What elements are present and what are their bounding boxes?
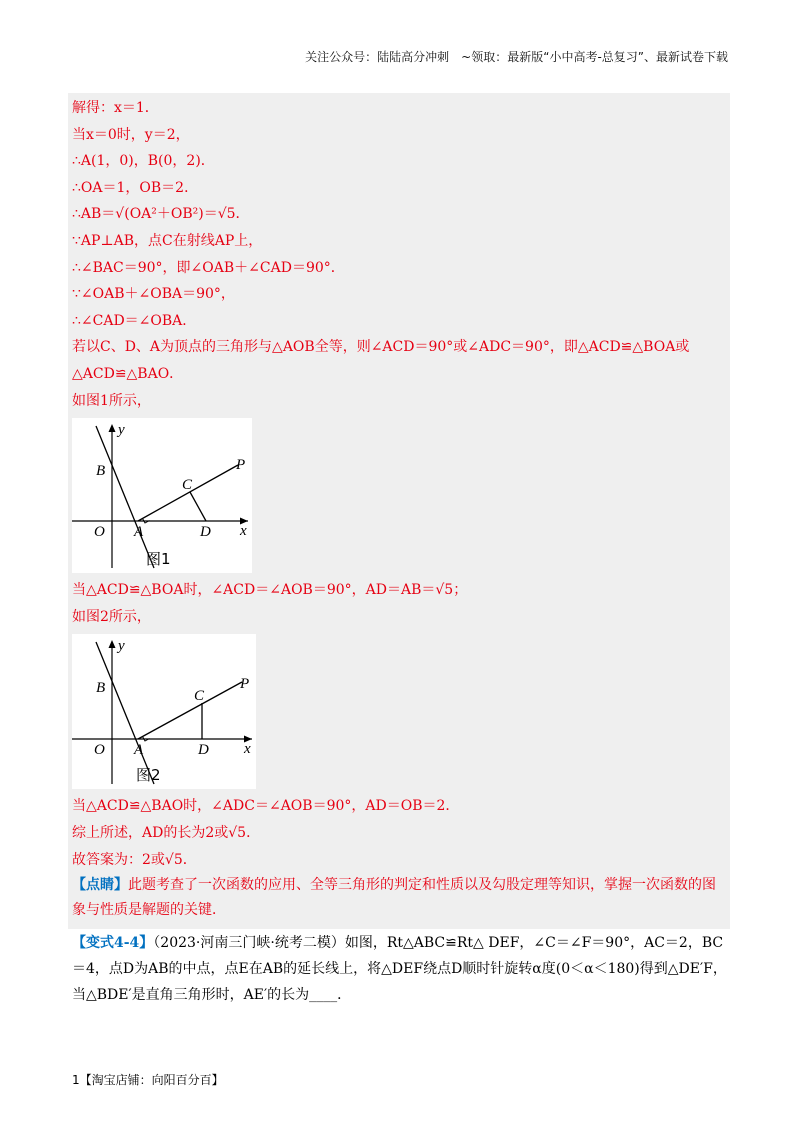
page-footer: 1【淘宝店铺：向阳百分百】 <box>72 1073 224 1087</box>
segment-cd <box>190 492 206 521</box>
label-d: D <box>198 742 209 759</box>
label-c: C <box>194 688 205 705</box>
solution-line: ∴∠BAC＝90°，即∠OAB＋∠CAD＝90°． <box>72 259 345 276</box>
label-p: P <box>240 676 250 693</box>
solution-line: ∵∠OAB＋∠OBA＝90°， <box>72 286 235 303</box>
label-x: x <box>240 523 247 540</box>
solution-line: ∴OA＝1，OB＝2． <box>72 179 199 196</box>
solution-line: ∴A(1，0)，B(0，2)． <box>72 153 215 170</box>
solution-line: △ACD≌△BAO． <box>72 365 184 382</box>
label-b: B <box>96 680 106 697</box>
label-a: A <box>134 742 144 759</box>
figure-2-diagram <box>72 634 256 789</box>
solution-line: 故答案为：2或√5． <box>72 851 197 868</box>
label-c: C <box>182 477 193 494</box>
page-header: 关注公众号：陆陆高分冲刺 ~领取：最新版“小中高考-总复习”、最新试卷下载 <box>305 50 728 64</box>
solution-line: 如图1所示， <box>72 392 151 409</box>
solution-line: ∴∠CAD＝∠OBA． <box>72 312 197 329</box>
label-p: P <box>236 457 246 474</box>
label-o: O <box>94 524 105 541</box>
solution-line: 解得：x＝1． <box>72 100 159 116</box>
label-x: x <box>244 741 251 758</box>
ray-ap <box>138 465 238 521</box>
line-ba <box>96 426 154 568</box>
label-d: D <box>200 524 211 541</box>
solution-line: 当x＝0时，y＝2， <box>72 126 190 143</box>
solution-line: 当△ACD≌△BAO时，∠ADC＝∠AOB＝90°，AD＝OB＝2． <box>72 798 460 815</box>
key-point-text: 此题考查了一次函数的应用、全等三角形的判定和性质以及勾股定理等知识，掌握一次函数的图象与性质是解题的关键． <box>72 877 716 919</box>
problem-text: （2023·河南三门峡·统考二模）如图，Rt△ABC≌Rt△ DEF，∠C＝∠F＝90°，AC＝2，BC＝4，点D为AB的中点，点E在AB的延长线上，将△DEF绕点D顺时针旋转α度(0＜α＜180)得到△DE′F，当△BDE′是直角三角形时，AE′的长为____． <box>72 935 727 1003</box>
figure-2 <box>72 634 256 789</box>
label-b: B <box>96 463 106 480</box>
figure-2-caption: 图2 <box>136 766 161 785</box>
solution-block <box>68 93 730 929</box>
solution-line: ∵AP⊥AB，点C在射线AP上， <box>72 232 263 249</box>
label-y: y <box>118 422 125 439</box>
figure-1-caption: 图1 <box>146 550 171 569</box>
solution-line: 若以C、D、A为顶点的三角形与△AOB全等，则∠ACD＝90°或∠ADC＝90°，即△ACD≌△BOA或 <box>72 339 690 356</box>
label-o: O <box>94 742 105 759</box>
y-axis-arrow <box>109 424 116 432</box>
figure-1 <box>72 418 252 573</box>
label-y: y <box>118 638 125 655</box>
line-ba <box>96 642 154 784</box>
solution-line: ∴AB＝√(OA²＋OB²)＝√5． <box>72 206 250 223</box>
ray-ap <box>138 682 242 739</box>
solution-line: 如图2所示， <box>72 608 151 625</box>
problem-tag: 【变式4-4】 <box>72 935 154 951</box>
problem-block <box>72 930 732 1008</box>
y-axis-arrow <box>109 640 116 648</box>
key-point-note <box>72 873 726 923</box>
key-point-tag: 【点睛】 <box>72 877 128 894</box>
solution-line: 综上所述，AD的长为2或√5． <box>72 824 261 841</box>
label-a: A <box>134 524 144 541</box>
figure-1-diagram <box>72 418 252 573</box>
solution-line: 当△ACD≌△BOA时，∠ACD＝∠AOB＝90°，AD＝AB＝√5； <box>72 582 468 599</box>
